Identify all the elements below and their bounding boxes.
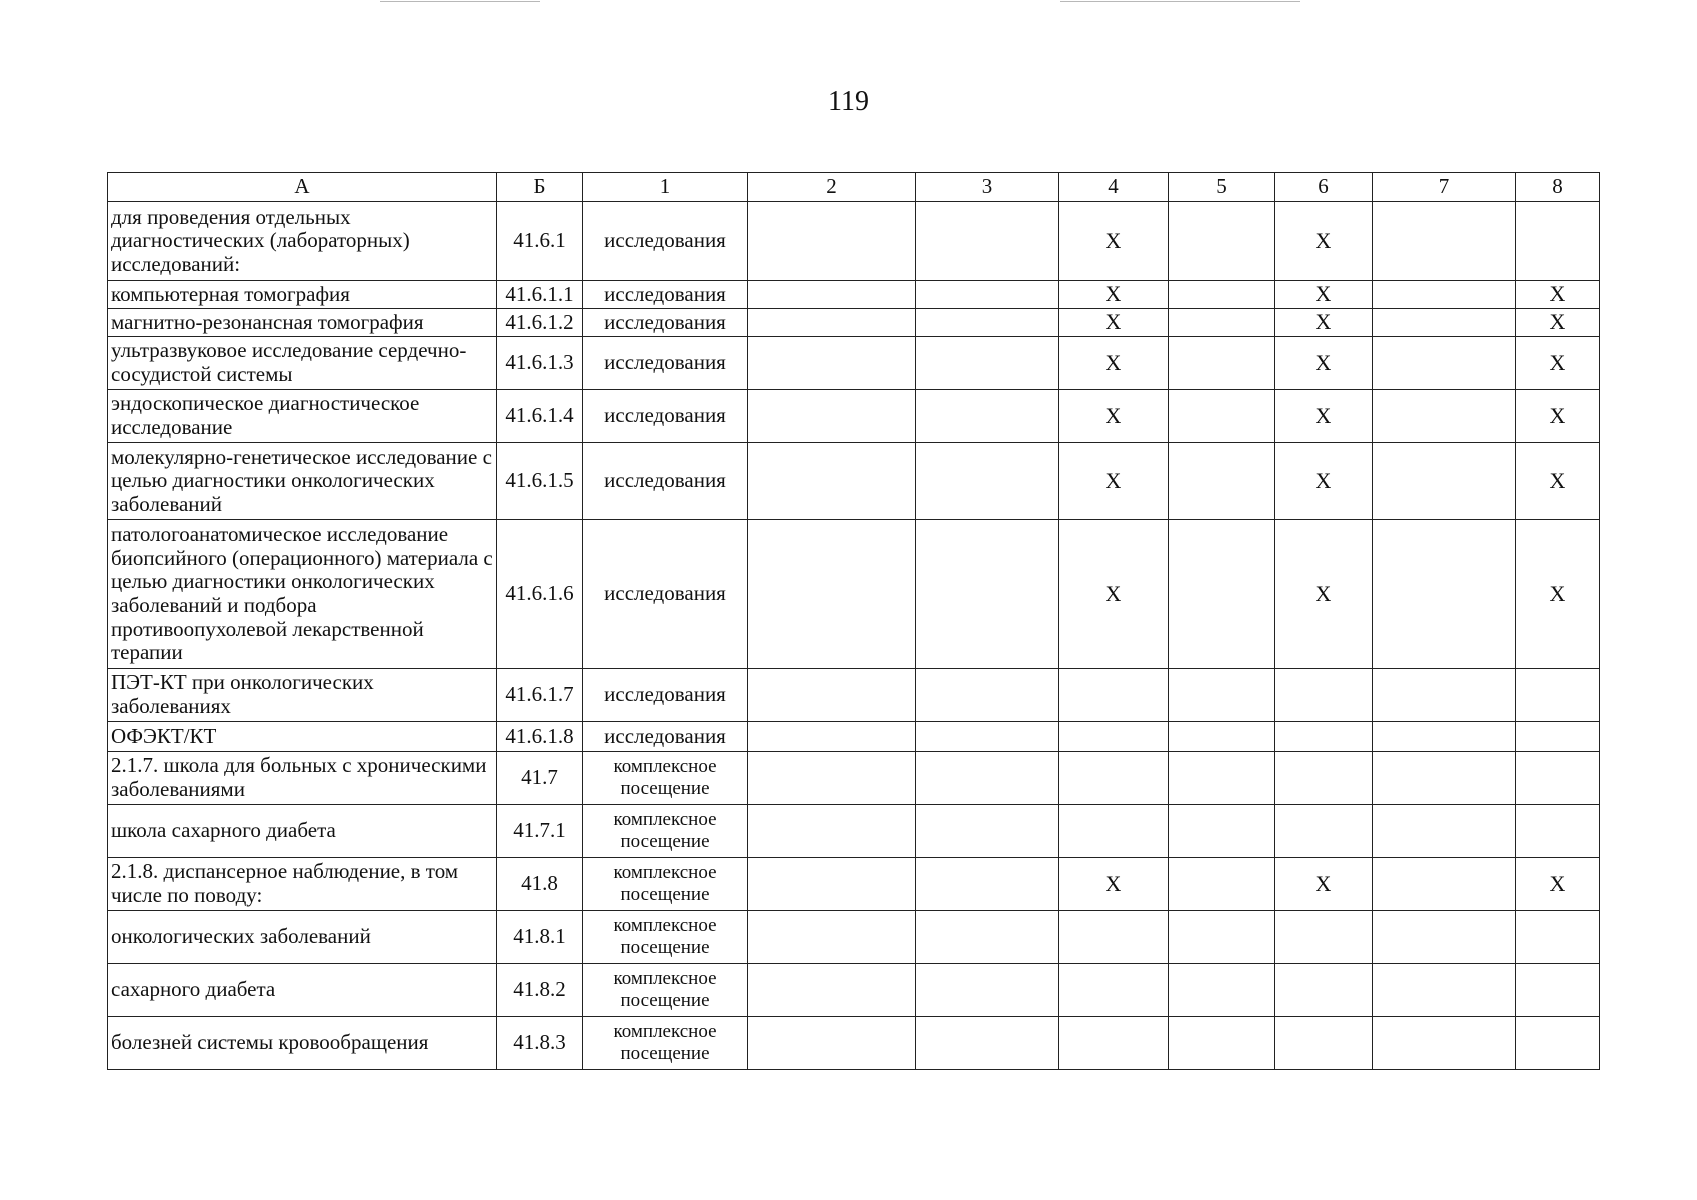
row-name-cell: 2.1.7. школа для больных с хроническими заболеваниями: [108, 752, 497, 805]
table-row: [108, 805, 1600, 858]
row-code-cell: 41.6.1.6: [497, 520, 583, 669]
col-6-cell: Х: [1275, 337, 1373, 390]
col-6-cell: [1275, 805, 1373, 858]
col-6-cell: [1275, 722, 1373, 752]
col-8-cell: Х: [1516, 858, 1600, 911]
table-row: [108, 520, 1600, 669]
col-5-cell: [1169, 964, 1275, 1017]
table-row: [108, 911, 1600, 964]
col-5-cell: [1169, 911, 1275, 964]
col-2-cell: [748, 669, 916, 722]
col-5-cell: [1169, 805, 1275, 858]
col-6-cell: Х: [1275, 309, 1373, 337]
col-6-cell: Х: [1275, 520, 1373, 669]
col-4-cell: [1059, 964, 1169, 1017]
row-code-cell: 41.6.1: [497, 202, 583, 281]
col-7-cell: [1373, 669, 1516, 722]
table-row: [108, 390, 1600, 443]
col-7-cell: [1373, 309, 1516, 337]
header-cell: 4: [1059, 173, 1169, 202]
col-7-cell: [1373, 337, 1516, 390]
table-row: [108, 964, 1600, 1017]
col-7-cell: [1373, 911, 1516, 964]
col-5-cell: [1169, 722, 1275, 752]
row-unit-cell: комплексное посещение: [583, 911, 748, 964]
col-8-cell: [1516, 911, 1600, 964]
row-unit-cell: комплексное посещение: [583, 1017, 748, 1070]
col-2-cell: [748, 202, 916, 281]
row-unit-cell: исследования: [583, 337, 748, 390]
table-body: [108, 202, 1600, 1070]
row-unit-cell: комплексное посещение: [583, 964, 748, 1017]
col-4-cell: Х: [1059, 443, 1169, 520]
col-4-cell: [1059, 752, 1169, 805]
row-code-cell: 41.6.1.8: [497, 722, 583, 752]
col-4-cell: Х: [1059, 202, 1169, 281]
col-4-cell: [1059, 911, 1169, 964]
col-8-cell: [1516, 752, 1600, 805]
scan-edge-line: [380, 1, 540, 2]
row-name-cell: ОФЭКТ/КТ: [108, 722, 497, 752]
table-row: [108, 722, 1600, 752]
col-7-cell: [1373, 281, 1516, 309]
col-5-cell: [1169, 443, 1275, 520]
col-5-cell: [1169, 1017, 1275, 1070]
col-4-cell: Х: [1059, 520, 1169, 669]
row-code-cell: 41.7.1: [497, 805, 583, 858]
col-6-cell: [1275, 752, 1373, 805]
row-name-cell: эндоскопическое диагностическое исследование: [108, 390, 497, 443]
col-8-cell: Х: [1516, 520, 1600, 669]
col-3-cell: [916, 752, 1059, 805]
col-2-cell: [748, 390, 916, 443]
col-8-cell: Х: [1516, 443, 1600, 520]
col-7-cell: [1373, 964, 1516, 1017]
col-6-cell: [1275, 964, 1373, 1017]
col-2-cell: [748, 337, 916, 390]
col-5-cell: [1169, 281, 1275, 309]
row-code-cell: 41.6.1.7: [497, 669, 583, 722]
row-unit-cell: исследования: [583, 722, 748, 752]
table-row: [108, 309, 1600, 337]
row-code-cell: 41.8.3: [497, 1017, 583, 1070]
col-2-cell: [748, 752, 916, 805]
col-7-cell: [1373, 805, 1516, 858]
col-5-cell: [1169, 520, 1275, 669]
col-7-cell: [1373, 1017, 1516, 1070]
row-code-cell: 41.8.1: [497, 911, 583, 964]
col-2-cell: [748, 520, 916, 669]
col-6-cell: Х: [1275, 443, 1373, 520]
col-6-cell: [1275, 1017, 1373, 1070]
row-name-cell: для проведения отдельных диагностических (лабораторных) исследований:: [108, 202, 497, 281]
row-code-cell: 41.8: [497, 858, 583, 911]
col-6-cell: [1275, 911, 1373, 964]
table-row: [108, 337, 1600, 390]
row-unit-cell: исследования: [583, 669, 748, 722]
col-5-cell: [1169, 309, 1275, 337]
header-cell: 1: [583, 173, 748, 202]
col-3-cell: [916, 337, 1059, 390]
row-code-cell: 41.6.1.5: [497, 443, 583, 520]
row-name-cell: онкологических заболеваний: [108, 911, 497, 964]
col-3-cell: [916, 858, 1059, 911]
col-6-cell: Х: [1275, 281, 1373, 309]
col-5-cell: [1169, 390, 1275, 443]
col-8-cell: [1516, 964, 1600, 1017]
col-5-cell: [1169, 858, 1275, 911]
col-5-cell: [1169, 669, 1275, 722]
header-cell: 5: [1169, 173, 1275, 202]
col-2-cell: [748, 722, 916, 752]
col-3-cell: [916, 443, 1059, 520]
col-2-cell: [748, 858, 916, 911]
col-5-cell: [1169, 202, 1275, 281]
row-unit-cell: исследования: [583, 281, 748, 309]
col-6-cell: Х: [1275, 858, 1373, 911]
row-unit-cell: исследования: [583, 443, 748, 520]
row-unit-cell: комплексное посещение: [583, 805, 748, 858]
row-code-cell: 41.6.1.4: [497, 390, 583, 443]
row-code-cell: 41.6.1.2: [497, 309, 583, 337]
col-2-cell: [748, 1017, 916, 1070]
col-7-cell: [1373, 202, 1516, 281]
table-row: [108, 858, 1600, 911]
row-unit-cell: исследования: [583, 390, 748, 443]
header-cell: 8: [1516, 173, 1600, 202]
col-7-cell: [1373, 390, 1516, 443]
table-row: [108, 202, 1600, 281]
col-8-cell: [1516, 202, 1600, 281]
table-row: [108, 1017, 1600, 1070]
col-2-cell: [748, 281, 916, 309]
header-cell: Б: [497, 173, 583, 202]
header-cell: А: [108, 173, 497, 202]
row-name-cell: сахарного диабета: [108, 964, 497, 1017]
col-3-cell: [916, 520, 1059, 669]
col-3-cell: [916, 309, 1059, 337]
col-2-cell: [748, 443, 916, 520]
row-name-cell: патологоанатомическое исследование биопсийного (операционного) материала с целью диагностики онкологических заболеваний и подбора противоопухолевой лекарственной терапии: [108, 520, 497, 669]
col-7-cell: [1373, 443, 1516, 520]
header-cell: 3: [916, 173, 1059, 202]
col-2-cell: [748, 309, 916, 337]
row-unit-cell: исследования: [583, 309, 748, 337]
row-name-cell: болезней системы кровообращения: [108, 1017, 497, 1070]
row-name-cell: 2.1.8. диспансерное наблюдение, в том числе по поводу:: [108, 858, 497, 911]
row-code-cell: 41.8.2: [497, 964, 583, 1017]
col-8-cell: Х: [1516, 281, 1600, 309]
col-2-cell: [748, 805, 916, 858]
col-2-cell: [748, 964, 916, 1017]
row-code-cell: 41.6.1.3: [497, 337, 583, 390]
table-row: [108, 281, 1600, 309]
col-4-cell: Х: [1059, 337, 1169, 390]
col-7-cell: [1373, 520, 1516, 669]
row-name-cell: школа сахарного диабета: [108, 805, 497, 858]
col-4-cell: [1059, 669, 1169, 722]
col-7-cell: [1373, 752, 1516, 805]
col-4-cell: [1059, 1017, 1169, 1070]
scan-edge-line: [1060, 1, 1300, 2]
col-5-cell: [1169, 752, 1275, 805]
col-8-cell: Х: [1516, 337, 1600, 390]
col-8-cell: [1516, 722, 1600, 752]
page-number: 119: [828, 86, 869, 117]
col-8-cell: Х: [1516, 390, 1600, 443]
header-cell: 7: [1373, 173, 1516, 202]
row-name-cell: ПЭТ-КТ при онкологических заболеваниях: [108, 669, 497, 722]
col-3-cell: [916, 1017, 1059, 1070]
col-3-cell: [916, 669, 1059, 722]
row-code-cell: 41.6.1.1: [497, 281, 583, 309]
table-header-row: [108, 173, 1600, 202]
row-code-cell: 41.7: [497, 752, 583, 805]
table-row: [108, 752, 1600, 805]
col-6-cell: [1275, 669, 1373, 722]
col-3-cell: [916, 202, 1059, 281]
col-4-cell: Х: [1059, 858, 1169, 911]
col-3-cell: [916, 964, 1059, 1017]
col-3-cell: [916, 281, 1059, 309]
col-4-cell: [1059, 805, 1169, 858]
row-unit-cell: исследования: [583, 520, 748, 669]
row-unit-cell: исследования: [583, 202, 748, 281]
col-2-cell: [748, 911, 916, 964]
row-name-cell: компьютерная томография: [108, 281, 497, 309]
col-8-cell: Х: [1516, 309, 1600, 337]
header-cell: 6: [1275, 173, 1373, 202]
data-table: [107, 172, 1600, 1070]
row-name-cell: магнитно-резонансная томография: [108, 309, 497, 337]
col-4-cell: Х: [1059, 390, 1169, 443]
row-name-cell: молекулярно-генетическое исследование с целью диагностики онкологических заболеваний: [108, 443, 497, 520]
col-8-cell: [1516, 669, 1600, 722]
col-4-cell: Х: [1059, 309, 1169, 337]
col-3-cell: [916, 805, 1059, 858]
col-7-cell: [1373, 722, 1516, 752]
row-unit-cell: комплексное посещение: [583, 752, 748, 805]
col-3-cell: [916, 722, 1059, 752]
col-5-cell: [1169, 337, 1275, 390]
table-row: [108, 669, 1600, 722]
col-4-cell: Х: [1059, 281, 1169, 309]
col-3-cell: [916, 390, 1059, 443]
row-unit-cell: комплексное посещение: [583, 858, 748, 911]
col-6-cell: Х: [1275, 202, 1373, 281]
row-name-cell: ультразвуковое исследование сердечно-сосудистой системы: [108, 337, 497, 390]
col-7-cell: [1373, 858, 1516, 911]
header-cell: 2: [748, 173, 916, 202]
col-4-cell: [1059, 722, 1169, 752]
col-8-cell: [1516, 805, 1600, 858]
col-8-cell: [1516, 1017, 1600, 1070]
col-6-cell: Х: [1275, 390, 1373, 443]
col-3-cell: [916, 911, 1059, 964]
table-row: [108, 443, 1600, 520]
